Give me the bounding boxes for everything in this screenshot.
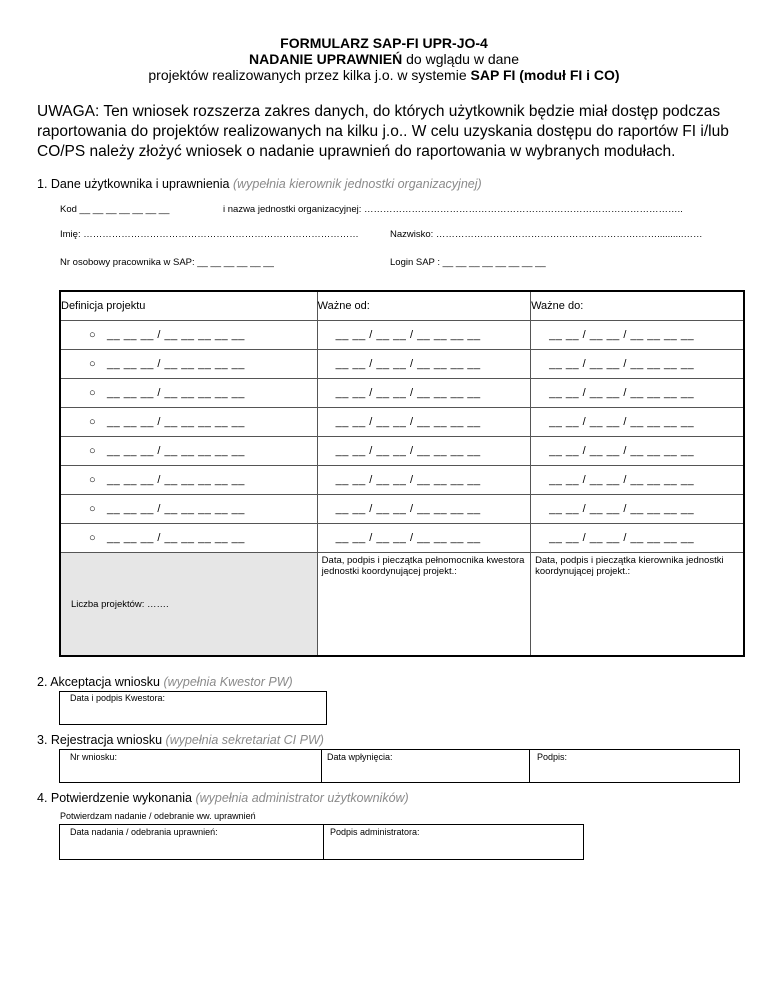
valid-to-cell[interactable]	[531, 408, 744, 437]
coordinator-head-signature-cell[interactable]	[531, 553, 744, 657]
valid-to-cell[interactable]	[531, 437, 744, 466]
col-valid-to: Ważne do:	[531, 291, 744, 321]
form-subtitle	[0, 67, 768, 84]
sap-personal-number-field[interactable]: Nr osobowy pracownika w SAP: __ __ __ __ __ __	[60, 257, 274, 268]
project-definition-input: __ __ __ / __ __ __ __ __	[107, 358, 245, 370]
project-definition-cell[interactable]	[60, 408, 317, 437]
valid-from-input: __ __ / __ __ / __ __ __ __	[335, 358, 481, 370]
coordinator-head-signature-label: Data, podpis i pieczątka kierownika jednostki koordynującej projekt.:	[535, 555, 724, 577]
valid-to-input: __ __ / __ __ / __ __ __ __	[549, 474, 695, 486]
valid-to-input: __ __ / __ __ / __ __ __ __	[549, 445, 695, 457]
form-title-bold: NADANIE UPRAWNIEŃ	[249, 51, 403, 67]
form-title	[0, 51, 768, 68]
valid-from-cell[interactable]	[317, 408, 530, 437]
valid-to-input: __ __ / __ __ / __ __ __ __	[549, 387, 695, 399]
section1-heading-text: 1. Dane użytkownika i uprawnienia	[37, 177, 233, 191]
project-definition-input: __ __ __ / __ __ __ __ __	[107, 532, 245, 544]
quaestor-signature-label: Data i podpis Kwestora:	[70, 693, 166, 703]
section1-heading	[37, 177, 482, 191]
registration-box	[59, 749, 740, 783]
valid-to-input: __ __ / __ __ / __ __ __ __	[549, 532, 695, 544]
valid-to-cell[interactable]	[531, 524, 744, 553]
application-number-field[interactable]: Nr wniosku:	[70, 752, 118, 762]
unit-code-field[interactable]: Kod __ __ __ __ __ __ __	[60, 204, 170, 215]
confirmation-text: Potwierdzam nadanie / odebranie ww. uprawnień	[60, 811, 256, 821]
radio-bullet-icon[interactable]: ○	[89, 532, 96, 544]
sap-login-field[interactable]: Login SAP : __ __ __ __ __ __ __ __	[390, 257, 546, 268]
valid-from-input: __ __ / __ __ / __ __ __ __	[335, 329, 481, 341]
section2-note: (wypełnia Kwestor PW)	[163, 675, 293, 689]
project-count-cell	[60, 553, 317, 657]
valid-to-cell[interactable]	[531, 350, 744, 379]
valid-from-cell[interactable]	[317, 524, 530, 553]
radio-bullet-icon[interactable]: ○	[89, 474, 96, 486]
coordinator-quaestor-signature-cell[interactable]	[317, 553, 530, 657]
radio-bullet-icon[interactable]: ○	[89, 329, 96, 341]
project-row	[60, 495, 744, 524]
admin-signature-field[interactable]: Podpis administratora:	[330, 827, 420, 837]
project-count-label: Liczba projektów: …….	[71, 598, 169, 610]
receipt-date-field[interactable]: Data wpłynięcia:	[327, 752, 393, 762]
radio-bullet-icon[interactable]: ○	[89, 387, 96, 399]
valid-from-cell[interactable]	[317, 350, 530, 379]
valid-from-input: __ __ / __ __ / __ __ __ __	[335, 416, 481, 428]
project-definition-cell[interactable]	[60, 379, 317, 408]
project-definition-input: __ __ __ / __ __ __ __ __	[107, 503, 245, 515]
valid-to-input: __ __ / __ __ / __ __ __ __	[549, 503, 695, 515]
project-table	[59, 290, 745, 657]
grant-date-field[interactable]: Data nadania / odebrania uprawnień:	[70, 827, 218, 837]
project-row	[60, 379, 744, 408]
valid-from-cell[interactable]	[317, 437, 530, 466]
project-row	[60, 321, 744, 350]
valid-from-input: __ __ / __ __ / __ __ __ __	[335, 445, 481, 457]
project-row	[60, 466, 744, 495]
valid-from-cell[interactable]	[317, 321, 530, 350]
project-definition-cell[interactable]	[60, 437, 317, 466]
section4-heading	[37, 791, 409, 805]
valid-to-cell[interactable]	[531, 321, 744, 350]
section2-heading	[37, 675, 293, 689]
section3-note: (wypełnia sekretariat CI PW)	[165, 733, 324, 747]
first-name-field[interactable]: Imię: ……………………………………………………………………………	[60, 229, 359, 240]
project-row	[60, 350, 744, 379]
valid-to-cell[interactable]	[531, 495, 744, 524]
project-definition-cell[interactable]	[60, 524, 317, 553]
registration-signature-field[interactable]: Podpis:	[537, 752, 568, 762]
project-row	[60, 524, 744, 553]
confirmation-box	[59, 824, 584, 860]
valid-to-input: __ __ / __ __ / __ __ __ __	[549, 358, 695, 370]
radio-bullet-icon[interactable]: ○	[89, 358, 96, 370]
radio-bullet-icon[interactable]: ○	[89, 445, 96, 457]
coordinator-quaestor-signature-label: Data, podpis i pieczątka pełnomocnika kwestora jednostki koordynującej projekt.:	[321, 555, 525, 577]
section3-heading	[37, 733, 324, 747]
valid-from-input: __ __ / __ __ / __ __ __ __	[335, 474, 481, 486]
section4-note: (wypełnia administrator użytkowników)	[195, 791, 409, 805]
last-name-field[interactable]: Nazwisko: ……………………………………………………….……..........……	[390, 229, 703, 240]
project-definition-input: __ __ __ / __ __ __ __ __	[107, 329, 245, 341]
section2-heading-text: 2. Akceptacja wniosku	[37, 675, 164, 689]
valid-from-cell[interactable]	[317, 379, 530, 408]
valid-from-input: __ __ / __ __ / __ __ __ __	[335, 387, 481, 399]
valid-from-cell[interactable]	[317, 495, 530, 524]
form-subtitle-text: projektów realizowanych przez kilka j.o. w systemie	[148, 67, 471, 83]
project-definition-cell[interactable]	[60, 321, 317, 350]
valid-from-input: __ __ / __ __ / __ __ __ __	[335, 503, 481, 515]
valid-to-input: __ __ / __ __ / __ __ __ __	[549, 416, 695, 428]
form-subtitle-system: SAP FI (moduł FI i CO)	[470, 67, 620, 83]
col-valid-from: Ważne od:	[317, 291, 530, 321]
project-definition-input: __ __ __ / __ __ __ __ __	[107, 387, 245, 399]
section4-heading-text: 4. Potwierdzenie wykonania	[37, 791, 196, 805]
valid-to-cell[interactable]	[531, 466, 744, 495]
project-definition-cell[interactable]	[60, 495, 317, 524]
radio-bullet-icon[interactable]: ○	[89, 416, 96, 428]
valid-to-cell[interactable]	[531, 379, 744, 408]
radio-bullet-icon[interactable]: ○	[89, 503, 96, 515]
project-definition-cell[interactable]	[60, 350, 317, 379]
confirmation-divider	[323, 825, 324, 859]
project-definition-input: __ __ __ / __ __ __ __ __	[107, 416, 245, 428]
warning-paragraph: UWAGA: Ten wniosek rozszerza zakres danych, do których użytkownik będzie miał dostęp podczas raportowania do projektów realizowanych na kilku j.o.. W celu uzyskania dostępu do raportów FI i/lub CO/PS należy złożyć wniosek o nadanie uprawnień do raportowania w wybranych modułach.	[37, 103, 729, 160]
project-definition-input: __ __ __ / __ __ __ __ __	[107, 445, 245, 457]
col-project-definition: Definicja projektu	[60, 291, 317, 321]
quaestor-signature-box[interactable]	[59, 691, 327, 725]
form-title-rest: do wglądu w dane	[402, 51, 519, 67]
unit-name-field[interactable]: i nazwa jednostki organizacyjnej: ………………………………………………………………………………………..	[223, 204, 683, 215]
section3-heading-text: 3. Rejestracja wniosku	[37, 733, 166, 747]
form-code-title: FORMULARZ SAP-FI UPR-JO-4	[280, 35, 488, 51]
project-definition-input: __ __ __ / __ __ __ __ __	[107, 474, 245, 486]
project-definition-cell[interactable]	[60, 466, 317, 495]
registration-divider-2	[529, 750, 530, 782]
valid-from-input: __ __ / __ __ / __ __ __ __	[335, 532, 481, 544]
valid-from-cell[interactable]	[317, 466, 530, 495]
project-row	[60, 408, 744, 437]
project-row	[60, 437, 744, 466]
registration-divider-1	[321, 750, 322, 782]
valid-to-input: __ __ / __ __ / __ __ __ __	[549, 329, 695, 341]
section1-note: (wypełnia kierownik jednostki organizacyjnej)	[232, 177, 482, 191]
